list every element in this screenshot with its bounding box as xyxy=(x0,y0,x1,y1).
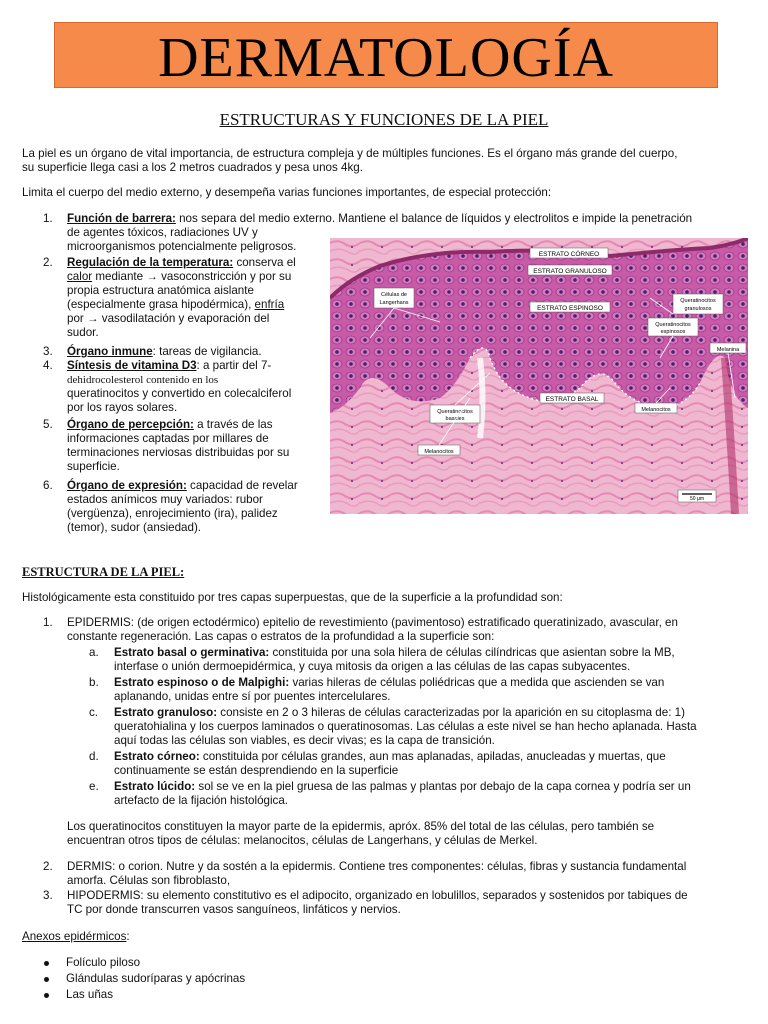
histology-image xyxy=(330,238,748,514)
estructura-intro: Histológicamente esta constituido por tres capas superpuestas, que de la superficie a la profundidad son: xyxy=(22,591,563,604)
svg-text:Queratinocitos: Queratinocitos xyxy=(680,298,716,304)
intro-paragraph-2: Limita el cuerpo del medio externo, y desempeña varias funciones importantes, de especial protección: xyxy=(22,186,552,199)
svg-text:50 µm: 50 µm xyxy=(690,496,704,502)
svg-text:Melanocitos: Melanocitos xyxy=(641,407,671,413)
svg-text:espinosos: espinosos xyxy=(660,329,686,335)
svg-text:ESTRATO BASAL: ESTRATO BASAL xyxy=(545,396,599,403)
svg-text:Células de: Células de xyxy=(381,292,407,298)
svg-text:Queratinocitos: Queratinocitos xyxy=(655,322,691,328)
title-banner xyxy=(54,22,718,88)
intro-paragraph-1: La piel es un órgano de vital importancia, de estructura compleja y de múltiples funciones. Es el órgano más grande del cuerpo, su superficie llega casi a los 2 metros cuadrados y pesa unos 4kg. xyxy=(22,147,678,174)
svg-text:Melanocitos: Melanocitos xyxy=(424,449,454,455)
svg-text:Melanina: Melanina xyxy=(716,347,740,353)
svg-text:ESTRATO CÓRNEO: ESTRATO CÓRNEO xyxy=(538,251,600,258)
svg-text:Langerhans: Langerhans xyxy=(379,300,409,306)
section-subtitle: ESTRUCTURAS Y FUNCIONES DE LA PIEL xyxy=(219,110,549,129)
svg-text:granulosos: granulosos xyxy=(684,306,712,312)
document-title: DERMATOLOGÍA xyxy=(158,27,614,89)
skin-histology-micrograph xyxy=(330,238,748,514)
bullet-icon xyxy=(44,993,49,998)
estructura-heading: ESTRUCTURA DE LA PIEL: xyxy=(22,565,185,579)
svg-text:ESTRATO GRANULOSO: ESTRATO GRANULOSO xyxy=(533,268,607,275)
bullet-icon xyxy=(44,977,49,982)
queratinocitos-note: Los queratinocitos constituyen la mayor parte de la epidermis, apróx. 85% del total de las células, pero también se encuentran otros tipos de células: melanocitos, células de Langerhans, y células de Merkel. xyxy=(67,820,655,847)
bullet-icon xyxy=(44,961,49,966)
svg-text:basales: basales xyxy=(445,416,465,422)
anexos-heading: Anexos epidérmicos: xyxy=(22,930,130,943)
svg-text:Queratinocitos: Queratinocitos xyxy=(437,409,473,415)
svg-text:ESTRATO ESPINOSO: ESTRATO ESPINOSO xyxy=(537,305,603,312)
